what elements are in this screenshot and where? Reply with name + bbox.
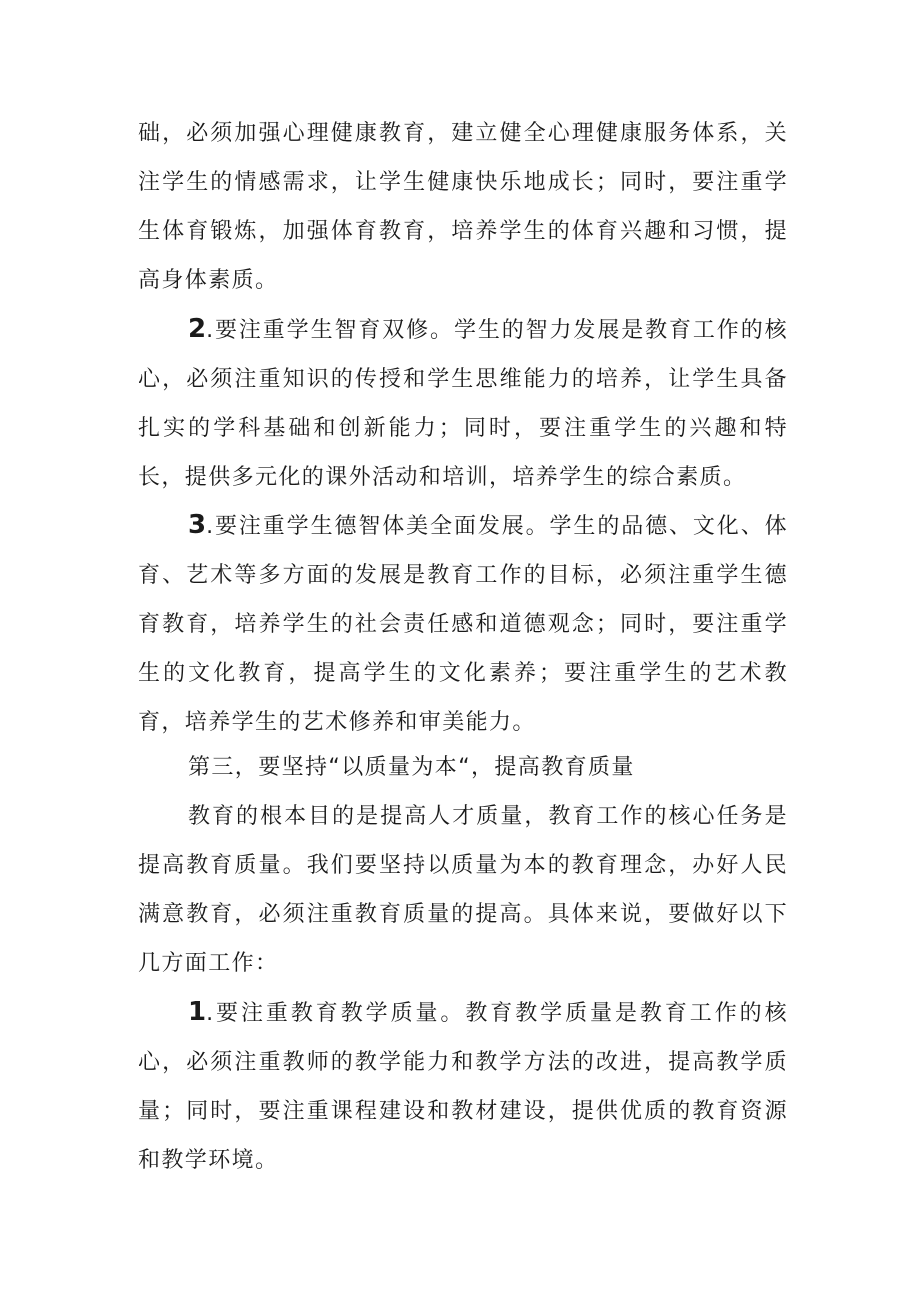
item-number: 1 bbox=[188, 997, 207, 1027]
item-number: 2 bbox=[188, 314, 207, 344]
item-text: .要注重学生智育双修。学生的智力发展是教育工作的核心，必须注重知识的传授和学生思维能力的培养，让学生具备扎实的学科基础和创新能力；同时，要注重学生的兴趣和特长，提供多元化的课外活动和培训，培养学生的综合素质。 bbox=[138, 318, 788, 490]
paragraph-item-2 bbox=[138, 305, 788, 502]
item-number: 3 bbox=[188, 510, 207, 540]
paragraph-health-education: 础，必须加强心理健康教育，建立健全心理健康服务体系，关注学生的情感需求，让学生健康快乐地成长；同时，要注重学生体育锻炼，加强体育教育，培养学生的体育兴趣和习惯，提高身体素质。 bbox=[138, 121, 788, 293]
paragraph-quality-intro: 教育的根本目的是提高人才质量，教育工作的核心任务是提高教育质量。我们要坚持以质量为本的教育理念，办好人民满意教育，必须注重教育质量的提高。具体来说，要做好以下几方面工作： bbox=[138, 804, 788, 976]
item-text: .要注重学生德智体美全面发展。学生的品德、文化、体育、艺术等多方面的发展是教育工作的目标，必须注重学生德育教育，培养学生的社会责任感和道德观念；同时，要注重学生的文化教育，提高学生的文化素养；要注重学生的艺术教育，培养学生的艺术修养和审美能力。 bbox=[138, 514, 788, 735]
paragraph-item-3 bbox=[138, 501, 788, 747]
item-text: .要注重教育教学质量。教育教学质量是教育工作的核心，必须注重教师的教学能力和教学方法的改进，提高教学质量；同时，要注重课程建设和教材建设，提供优质的教育资源和教学环境。 bbox=[138, 1001, 788, 1173]
paragraph-item-1 bbox=[138, 988, 788, 1185]
section-heading: 第三，要坚持“以质量为本“，提高教育质量 bbox=[188, 755, 635, 780]
